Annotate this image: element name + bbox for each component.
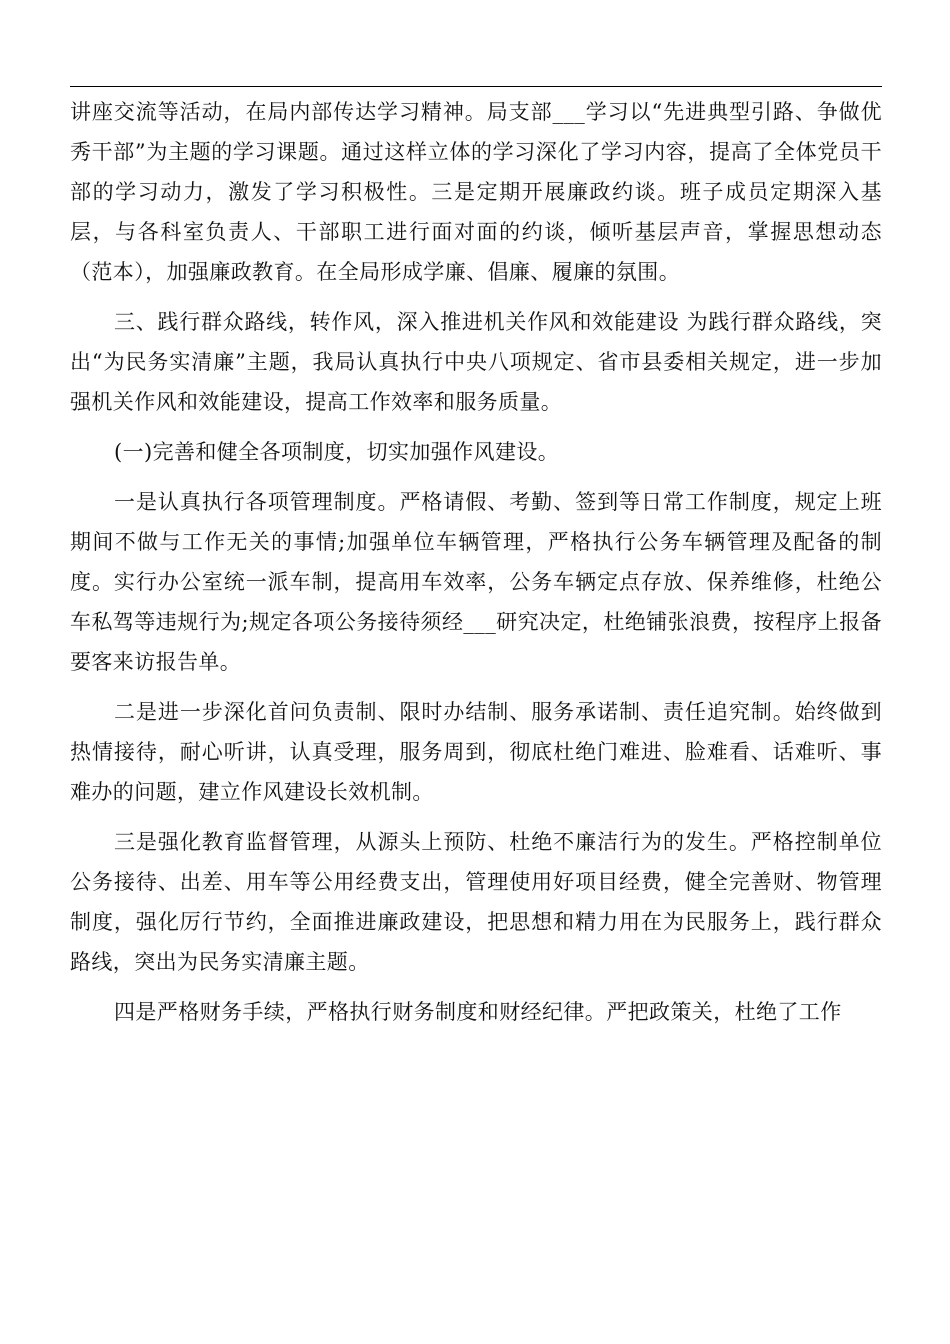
header-rule [70, 86, 882, 87]
paragraph-4: 一是认真执行各项管理制度。严格请假、考勤、签到等日常工作制度，规定上班期间不做与工作无关的事情;加强单位车辆管理，严格执行公务车辆管理及配备的制度。实行办公室统一派车制，提高用车效率，公务车辆定点存放、保养维修，杜绝公车私驾等违规行为;规定各项公务接待须经___研究决定，杜绝铺张浪费，按程序上报备要客来访报告单。 [70, 490, 882, 674]
paragraph-6: 三是强化教育监督管理，从源头上预防、杜绝不廉洁行为的发生。严格控制单位公务接待、出差、用车等公用经费支出，管理使用好项目经费，健全完善财、物管理制度，强化厉行节约，全面推进廉政建设，把思想和精力用在为民服务上，践行群众路线，突出为民务实清廉主题。 [70, 830, 882, 974]
paragraph-5: 二是进一步深化首问负责制、限时办结制、服务承诺制、责任追究制。始终做到热情接待，耐心听讲，认真受理，服务周到，彻底杜绝门难进、脸难看、话难听、事难办的问题，建立作风建设长效机制。 [70, 700, 882, 804]
paragraph-3: (一)完善和健全各项制度，切实加强作风建设。 [114, 440, 560, 464]
document-body [70, 92, 882, 1042]
paragraph-1: 讲座交流等活动，在局内部传达学习精神。局支部___学习以“先进典型引路、争做优秀干部”为主题的学习课题。通过这样立体的学习深化了学习内容，提高了全体党员干部的学习动力，激发了学习积极性。三是定期开展廉政约谈。班子成员定期深入基层，与各科室负责人、干部职工进行面对面的约谈，倾听基层声音，掌握思想动态（范本），加强廉政教育。在全局形成学廉、倡廉、履廉的氛围。 [70, 100, 882, 284]
paragraph-7: 四是严格财务手续，严格执行财务制度和财经纪律。严把政策关，杜绝了工作 [114, 1000, 842, 1024]
paragraph-2: 三、践行群众路线，转作风，深入推进机关作风和效能建设 为践行群众路线，突出“为民务实清廉”主题，我局认真执行中央八项规定、省市县委相关规定，进一步加强机关作风和效能建设，提高工作效率和服务质量。 [70, 310, 882, 414]
